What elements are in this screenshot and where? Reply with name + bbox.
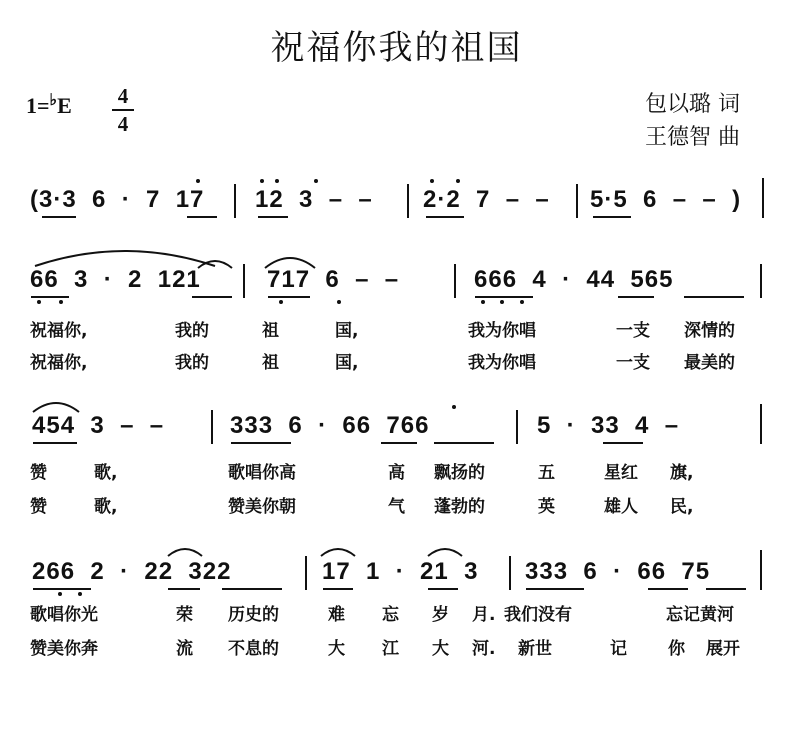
- lyric-word: 星红: [604, 463, 638, 483]
- lyric-word: 歌,: [94, 497, 118, 517]
- lyric-line-verse-2: [0, 348, 793, 374]
- measure-notes: 333 6 · 66 766: [230, 412, 430, 439]
- barline: [516, 410, 518, 444]
- low-octave-dot: [78, 592, 82, 596]
- high-octave-dot: [260, 179, 264, 183]
- lyric-word: 歌,: [94, 463, 118, 483]
- low-octave-dot: [37, 300, 41, 304]
- beam-underline: [684, 296, 744, 298]
- lyric-word: 国,: [335, 353, 359, 373]
- low-octave-dot: [481, 300, 485, 304]
- barline: [234, 184, 236, 218]
- lyric-word: 我的: [175, 321, 209, 341]
- time-signature-top: 4: [117, 84, 129, 108]
- lyric-word: 荣: [176, 605, 193, 625]
- low-octave-dot: [520, 300, 524, 304]
- lyric-word: 五: [538, 463, 555, 483]
- lyric-line-verse-2: [0, 634, 793, 660]
- barline: [243, 264, 245, 298]
- lyric-word: 记: [610, 639, 627, 659]
- lyric-word: 岁: [432, 605, 449, 625]
- beam-underline: [192, 296, 232, 298]
- measure-notes: (3·3 6 · 7 17: [30, 186, 205, 213]
- time-signature-line: [112, 109, 134, 111]
- lyric-word: 我的: [175, 353, 209, 373]
- barline: [762, 178, 764, 218]
- beam-underline: [33, 588, 91, 590]
- lyric-word: 展开: [706, 639, 740, 659]
- beam-underline: [475, 296, 533, 298]
- lyric-word: 月.: [472, 605, 496, 625]
- low-octave-dot: [279, 300, 283, 304]
- barline: [211, 410, 213, 444]
- high-octave-dot: [430, 179, 434, 183]
- lyric-word: 江: [382, 639, 399, 659]
- barline: [509, 556, 511, 590]
- lyric-word: 民,: [670, 497, 694, 517]
- beam-underline: [33, 442, 77, 444]
- measure-notes: 333 6 · 66 75: [525, 558, 711, 585]
- beam-underline: [426, 216, 464, 218]
- low-octave-dot: [500, 300, 504, 304]
- lyric-word: 难: [328, 605, 345, 625]
- high-octave-dot: [452, 405, 456, 409]
- measure-notes: 66 3 · 2 121: [30, 266, 201, 293]
- low-octave-dot: [58, 592, 62, 596]
- flat-sign: ♭: [49, 92, 58, 109]
- lyric-word: 祝福你,: [30, 321, 88, 341]
- lyric-word: 流: [176, 639, 193, 659]
- lyric-word: 歌唱你高: [228, 463, 296, 483]
- high-octave-dot: [196, 179, 200, 183]
- notation-line: [0, 404, 793, 444]
- composer-credit: 王德智 曲: [645, 125, 740, 150]
- barline: [760, 404, 762, 444]
- measure-notes: 5 · 33 4 –: [537, 412, 680, 439]
- beam-underline: [381, 442, 417, 444]
- barline: [454, 264, 456, 298]
- measure-notes: 717 6 – –: [267, 266, 400, 293]
- beam-underline: [168, 588, 200, 590]
- lyric-word: 祖: [262, 353, 279, 373]
- lyricist-credit: 包以璐 词: [645, 92, 740, 117]
- high-octave-dot: [314, 179, 318, 183]
- barline: [760, 550, 762, 590]
- beam-underline: [593, 216, 631, 218]
- beam-underline: [268, 296, 310, 298]
- notation-line: [0, 550, 793, 590]
- beam-underline: [428, 588, 458, 590]
- lyric-word: 英: [538, 497, 555, 517]
- lyric-word: 你: [668, 639, 685, 659]
- lyric-word: 高: [388, 463, 405, 483]
- lyric-word: 一支: [616, 353, 650, 373]
- lyric-word: 气: [388, 497, 405, 517]
- lyric-word: 大: [432, 639, 449, 659]
- lyric-word: 最美的: [684, 353, 735, 373]
- lyric-line-verse-1: [0, 458, 793, 484]
- high-octave-dot: [275, 179, 279, 183]
- beam-underline: [648, 588, 688, 590]
- beam-underline: [42, 216, 76, 218]
- barline: [760, 264, 762, 298]
- time-signature: [112, 84, 134, 136]
- key-prefix: 1=: [26, 93, 50, 118]
- beam-underline: [187, 216, 217, 218]
- lyric-word: 旗,: [670, 463, 694, 483]
- lyric-word: 历史的: [228, 605, 279, 625]
- beam-underline: [618, 296, 654, 298]
- lyric-word: 祖: [262, 321, 279, 341]
- lyric-word: 忘: [382, 605, 399, 625]
- lyric-word: 深情的: [684, 321, 735, 341]
- lyric-word: 我们没有: [504, 605, 572, 625]
- beam-underline: [258, 216, 288, 218]
- measure-notes: 2·2 7 – –: [423, 186, 550, 213]
- lyric-word: 赞美你朝: [228, 497, 296, 517]
- lyric-word: 赞美你奔: [30, 639, 98, 659]
- lyric-word: 新世: [518, 639, 552, 659]
- lyric-word: 我为你唱: [468, 321, 536, 341]
- beam-underline: [323, 588, 353, 590]
- key-letter: E: [57, 93, 72, 118]
- lyric-word: 我为你唱: [468, 353, 536, 373]
- high-octave-dot: [456, 179, 460, 183]
- time-signature-bottom: 4: [117, 112, 129, 136]
- low-octave-dot: [337, 300, 341, 304]
- measure-notes: 454 3 – –: [32, 412, 165, 439]
- lyric-word: 国,: [335, 321, 359, 341]
- measure-notes: 5·5 6 – – ): [590, 186, 742, 213]
- lyric-word: 大: [328, 639, 345, 659]
- beam-underline: [434, 442, 494, 444]
- beam-underline: [231, 442, 291, 444]
- measure-notes: 266 2 · 22 322: [32, 558, 232, 585]
- measure-notes: 12 3 – –: [255, 186, 373, 213]
- lyric-line-verse-1: [0, 600, 793, 626]
- beam-underline: [31, 296, 69, 298]
- measure-notes: 666 4 · 44 565: [474, 266, 674, 293]
- lyric-word: 飘扬的: [434, 463, 485, 483]
- beam-underline: [222, 588, 282, 590]
- lyric-word: 雄人: [604, 497, 638, 517]
- notation-line: [0, 178, 793, 218]
- song-title: 祝福你我的祖国: [270, 28, 523, 68]
- key-signature: [26, 90, 72, 119]
- measure-notes: 17 1 · 21 3: [322, 558, 479, 585]
- barline: [576, 184, 578, 218]
- notation-line: [0, 258, 793, 298]
- lyric-word: 歌唱你光: [30, 605, 98, 625]
- barline: [407, 184, 409, 218]
- lyric-word: 河.: [472, 639, 496, 659]
- beam-underline: [706, 588, 746, 590]
- lyric-word: 祝福你,: [30, 353, 88, 373]
- low-octave-dot: [59, 300, 63, 304]
- beam-underline: [526, 588, 584, 590]
- beam-underline: [603, 442, 643, 444]
- lyric-line-verse-1: [0, 316, 793, 342]
- lyric-line-verse-2: [0, 492, 793, 518]
- barline: [305, 556, 307, 590]
- lyric-word: 赞: [30, 463, 47, 483]
- lyric-word: 一支: [616, 321, 650, 341]
- lyric-word: 赞: [30, 497, 47, 517]
- lyric-word: 蓬勃的: [434, 497, 485, 517]
- lyric-word: 不息的: [228, 639, 279, 659]
- lyric-word: 忘记黄河: [666, 605, 734, 625]
